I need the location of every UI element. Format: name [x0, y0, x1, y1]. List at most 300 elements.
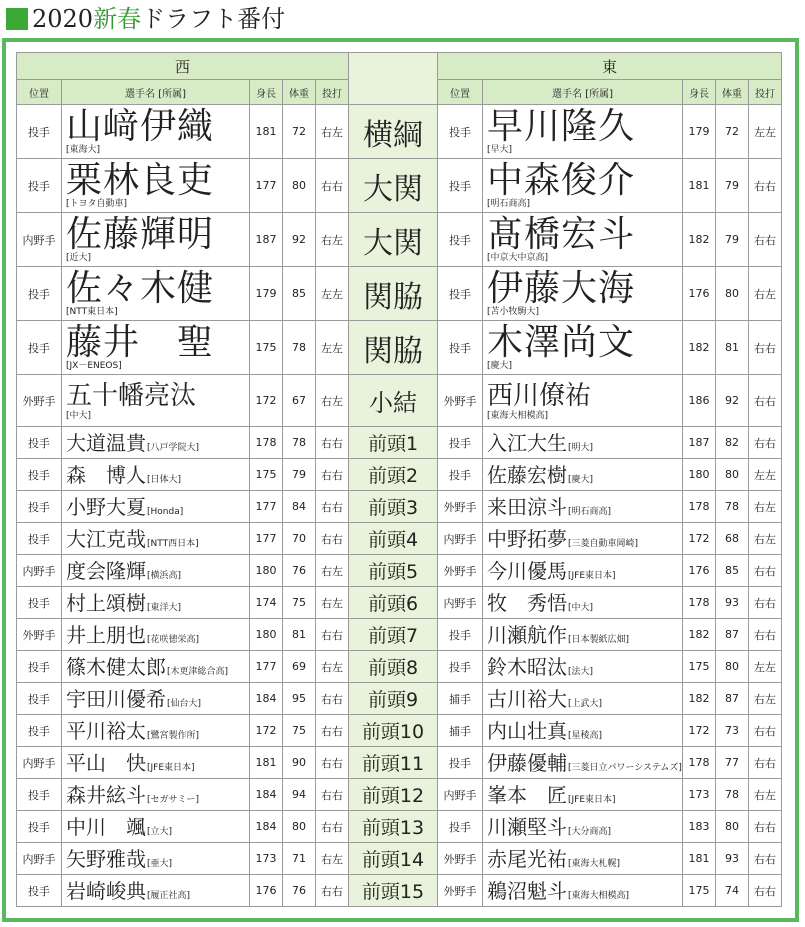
- west-height-cell: 173: [250, 843, 283, 875]
- east-player-cell: [483, 651, 683, 683]
- east-player-name: 入江大生: [487, 430, 567, 455]
- west-side-header: 西: [17, 53, 349, 80]
- east-player-affiliation: [大分商高]: [568, 826, 612, 837]
- west-player-cell: [62, 213, 250, 267]
- banzuke-row: [17, 159, 782, 213]
- west-weight-cell: 90: [283, 747, 316, 779]
- west-player-affiliation: [JX－ENEOS]: [66, 360, 122, 371]
- banzuke-row: [17, 267, 782, 321]
- banzuke-row: [17, 587, 782, 619]
- west-player-cell: [62, 105, 250, 159]
- east-height-cell: 178: [682, 747, 715, 779]
- east-player-name: 鈴木昭汰: [487, 654, 567, 679]
- west-player-name: 森井絃斗: [66, 782, 146, 807]
- east-bats-throws-cell: 右左: [748, 491, 781, 523]
- east-position-cell: 投手: [438, 159, 483, 213]
- west-position-cell: 内野手: [17, 555, 62, 587]
- rank-cell: 前頭2: [349, 459, 438, 491]
- west-height-cell: 181: [250, 747, 283, 779]
- west-height-cell: 174: [250, 587, 283, 619]
- west-height-cell: 187: [250, 213, 283, 267]
- east-player-affiliation: [上武大]: [568, 698, 603, 709]
- west-player-cell: [62, 683, 250, 715]
- west-player-affiliation: [NTT東日本]: [66, 306, 118, 317]
- west-player-affiliation: [JFE東日本]: [147, 762, 195, 773]
- banzuke-row: [17, 555, 782, 587]
- west-position-cell: 投手: [17, 459, 62, 491]
- east-player-name: 峯本 匠: [487, 782, 567, 807]
- east-player-affiliation: [明大]: [568, 442, 594, 453]
- west-player-name: 大道温貴: [66, 430, 146, 455]
- west-weight-cell: 79: [283, 459, 316, 491]
- east-height-cell: 172: [682, 715, 715, 747]
- west-weight-cell: 81: [283, 619, 316, 651]
- west-player-name: 宇田川優希: [66, 686, 166, 711]
- banzuke-row: [17, 875, 782, 907]
- east-player-cell: [483, 267, 683, 321]
- east-player-name: 今川優馬: [487, 558, 567, 583]
- west-height-cell: 178: [250, 427, 283, 459]
- west-position-cell: 内野手: [17, 843, 62, 875]
- east-weight-cell: 72: [715, 105, 748, 159]
- east-position-cell: 捕手: [438, 683, 483, 715]
- west-height-cell: 184: [250, 683, 283, 715]
- east-height-cell: 187: [682, 427, 715, 459]
- west-player-name: 森 博人: [66, 462, 146, 487]
- rank-cell: 前頭9: [349, 683, 438, 715]
- east-height-cell: 180: [682, 459, 715, 491]
- west-weight-cell: 78: [283, 321, 316, 375]
- west-height-cell: 180: [250, 619, 283, 651]
- west-weight-cell: 78: [283, 427, 316, 459]
- east-weight-cell: 87: [715, 619, 748, 651]
- west-player-affiliation: [Honda]: [147, 506, 184, 517]
- banzuke-row: [17, 321, 782, 375]
- east-player-name: 早川隆久: [487, 105, 636, 147]
- west-height-cell: 175: [250, 459, 283, 491]
- west-position-cell: 投手: [17, 811, 62, 843]
- west-player-name: 篠木健太郎: [66, 654, 166, 679]
- title-rest: ドラフト番付: [141, 5, 286, 33]
- west-bats-throws-cell: 右右: [316, 811, 349, 843]
- east-height-cell: 182: [682, 683, 715, 715]
- west-weight-cell: 67: [283, 375, 316, 427]
- west-bats-throws-cell: 右右: [316, 491, 349, 523]
- east-player-affiliation: [中大]: [568, 602, 594, 613]
- west-player-name: 五十幡亮汰: [66, 380, 197, 411]
- east-player-cell: [483, 683, 683, 715]
- west-player-name: 小野大夏: [66, 494, 146, 519]
- east-side-header: 東: [438, 53, 782, 80]
- west-height-cell: 172: [250, 375, 283, 427]
- east-weight-cell: 78: [715, 779, 748, 811]
- west-weight-cell: 85: [283, 267, 316, 321]
- west-weight-cell: 95: [283, 683, 316, 715]
- east-weight-cell: 79: [715, 213, 748, 267]
- east-player-name: 鵜沼魁斗: [487, 878, 567, 903]
- west-bats-throws-cell: 右右: [316, 875, 349, 907]
- west-player-cell: [62, 651, 250, 683]
- west-position-cell: 投手: [17, 651, 62, 683]
- east-player-affiliation: [慶大]: [568, 474, 594, 485]
- east-player-cell: [483, 321, 683, 375]
- east-player-cell: [483, 811, 683, 843]
- west-bats-throws-cell: 右左: [316, 651, 349, 683]
- east-weight-cell: 93: [715, 843, 748, 875]
- east-col-name: 選手名 [所属]: [483, 80, 683, 105]
- east-player-cell: [483, 159, 683, 213]
- east-player-affiliation: [東海大相模高]: [487, 410, 549, 421]
- east-player-cell: [483, 779, 683, 811]
- east-weight-cell: 85: [715, 555, 748, 587]
- west-bats-throws-cell: 右左: [316, 375, 349, 427]
- east-bats-throws-cell: 左左: [748, 459, 781, 491]
- east-player-cell: [483, 587, 683, 619]
- east-weight-cell: 93: [715, 587, 748, 619]
- west-player-cell: [62, 321, 250, 375]
- west-col-bats-throws: 投打: [316, 80, 349, 105]
- west-player-cell: [62, 875, 250, 907]
- east-height-cell: 179: [682, 105, 715, 159]
- east-player-name: 伊藤大海: [487, 267, 636, 309]
- east-bats-throws-cell: 左左: [748, 651, 781, 683]
- east-height-cell: 183: [682, 811, 715, 843]
- rank-cell: 前頭14: [349, 843, 438, 875]
- west-player-name: 山﨑伊織: [66, 105, 215, 147]
- east-height-cell: 178: [682, 587, 715, 619]
- title-marker-square: [6, 8, 28, 30]
- rank-cell: 関脇: [349, 267, 438, 321]
- banzuke-row: [17, 491, 782, 523]
- west-bats-throws-cell: 左左: [316, 267, 349, 321]
- east-col-position: 位置: [438, 80, 483, 105]
- east-height-cell: 182: [682, 619, 715, 651]
- east-player-name: 中森俊介: [487, 159, 636, 201]
- east-weight-cell: 78: [715, 491, 748, 523]
- east-height-cell: 173: [682, 779, 715, 811]
- east-player-name: 内山壮真: [487, 718, 567, 743]
- east-player-cell: [483, 213, 683, 267]
- east-player-name: 伊藤優輔: [487, 750, 567, 775]
- title-year: 2020: [32, 5, 94, 33]
- west-player-cell: [62, 267, 250, 321]
- west-player-cell: [62, 587, 250, 619]
- west-weight-cell: 76: [283, 555, 316, 587]
- west-height-cell: 177: [250, 651, 283, 683]
- east-position-cell: 内野手: [438, 779, 483, 811]
- east-player-name: 川瀬堅斗: [487, 814, 567, 839]
- west-player-cell: [62, 491, 250, 523]
- east-player-cell: [483, 491, 683, 523]
- west-height-cell: 184: [250, 811, 283, 843]
- west-position-cell: 外野手: [17, 375, 62, 427]
- west-position-cell: 投手: [17, 267, 62, 321]
- east-player-name: 赤尾光祐: [487, 846, 567, 871]
- west-player-cell: [62, 375, 250, 427]
- west-col-weight: 体重: [283, 80, 316, 105]
- east-player-affiliation: [法大]: [568, 666, 594, 677]
- west-player-cell: [62, 843, 250, 875]
- rank-cell: 前頭1: [349, 427, 438, 459]
- west-bats-throws-cell: 右右: [316, 779, 349, 811]
- east-player-cell: [483, 747, 683, 779]
- west-player-name: 井上朋也: [66, 622, 146, 647]
- east-bats-throws-cell: 右右: [748, 811, 781, 843]
- banzuke-row: [17, 375, 782, 427]
- east-col-weight: 体重: [715, 80, 748, 105]
- east-player-affiliation: [三菱自動車岡崎]: [568, 538, 639, 549]
- rank-cell: 前頭7: [349, 619, 438, 651]
- west-player-name: 佐々木健: [66, 267, 215, 309]
- east-height-cell: 181: [682, 843, 715, 875]
- east-position-cell: 外野手: [438, 491, 483, 523]
- banzuke-row: [17, 105, 782, 159]
- east-position-cell: 投手: [438, 105, 483, 159]
- west-player-affiliation: [木更津総合高]: [167, 666, 229, 677]
- west-height-cell: 175: [250, 321, 283, 375]
- east-bats-throws-cell: 右右: [748, 213, 781, 267]
- west-bats-throws-cell: 右右: [316, 683, 349, 715]
- east-player-name: 古川裕大: [487, 686, 567, 711]
- west-player-name: 村上頌樹: [66, 590, 146, 615]
- west-position-cell: 投手: [17, 491, 62, 523]
- east-position-cell: 投手: [438, 213, 483, 267]
- east-position-cell: 投手: [438, 321, 483, 375]
- east-weight-cell: 80: [715, 651, 748, 683]
- east-bats-throws-cell: 左左: [748, 105, 781, 159]
- rank-cell: 前頭11: [349, 747, 438, 779]
- east-bats-throws-cell: 右右: [748, 875, 781, 907]
- east-bats-throws-cell: 右右: [748, 587, 781, 619]
- west-height-cell: 181: [250, 105, 283, 159]
- east-player-cell: [483, 843, 683, 875]
- east-player-cell: [483, 375, 683, 427]
- east-player-affiliation: [苫小牧駒大]: [487, 306, 540, 317]
- east-height-cell: 178: [682, 491, 715, 523]
- west-weight-cell: 92: [283, 213, 316, 267]
- east-height-cell: 175: [682, 651, 715, 683]
- east-player-affiliation: [星稜高]: [568, 730, 603, 741]
- west-player-cell: [62, 459, 250, 491]
- west-player-name: 中川 颯: [66, 814, 146, 839]
- east-player-cell: [483, 875, 683, 907]
- west-position-cell: 投手: [17, 715, 62, 747]
- east-player-affiliation: [東海大札幌]: [568, 858, 621, 869]
- west-height-cell: 176: [250, 875, 283, 907]
- west-position-cell: 内野手: [17, 747, 62, 779]
- east-weight-cell: 74: [715, 875, 748, 907]
- banzuke-row: [17, 459, 782, 491]
- west-col-height: 身長: [250, 80, 283, 105]
- rank-cell: 関脇: [349, 321, 438, 375]
- east-position-cell: 外野手: [438, 555, 483, 587]
- page-title: [32, 4, 285, 34]
- west-bats-throws-cell: 右右: [316, 747, 349, 779]
- east-player-name: 来田涼斗: [487, 494, 567, 519]
- west-player-affiliation: [横浜高]: [147, 570, 182, 581]
- west-player-cell: [62, 555, 250, 587]
- west-bats-throws-cell: 右左: [316, 213, 349, 267]
- east-player-affiliation: [三菱日立パワーシステムズ]: [568, 762, 682, 773]
- east-position-cell: 外野手: [438, 375, 483, 427]
- east-position-cell: 内野手: [438, 523, 483, 555]
- east-position-cell: 投手: [438, 619, 483, 651]
- banzuke-table: [16, 52, 782, 907]
- east-player-name: 西川僚祐: [487, 380, 592, 411]
- east-weight-cell: 80: [715, 459, 748, 491]
- west-weight-cell: 76: [283, 875, 316, 907]
- banzuke-row: [17, 683, 782, 715]
- west-player-cell: [62, 159, 250, 213]
- west-player-name: 栗林良吏: [66, 159, 215, 201]
- east-bats-throws-cell: 右左: [748, 779, 781, 811]
- title-accent: 新春: [93, 5, 142, 33]
- rank-cell: 小結: [349, 375, 438, 427]
- east-weight-cell: 79: [715, 159, 748, 213]
- east-height-cell: 181: [682, 159, 715, 213]
- east-position-cell: 外野手: [438, 875, 483, 907]
- west-player-affiliation: [八戸学院大]: [147, 442, 200, 453]
- rank-cell: 前頭13: [349, 811, 438, 843]
- west-player-cell: [62, 619, 250, 651]
- east-bats-throws-cell: 右右: [748, 321, 781, 375]
- east-player-name: 中野拓夢: [487, 526, 567, 551]
- west-bats-throws-cell: 右右: [316, 619, 349, 651]
- east-height-cell: 182: [682, 213, 715, 267]
- banzuke-row: [17, 811, 782, 843]
- east-player-affiliation: [JFE東日本]: [568, 794, 616, 805]
- west-position-cell: 外野手: [17, 619, 62, 651]
- east-bats-throws-cell: 右左: [748, 683, 781, 715]
- rank-cell: 前頭5: [349, 555, 438, 587]
- east-weight-cell: 73: [715, 715, 748, 747]
- rank-cell: 前頭12: [349, 779, 438, 811]
- east-position-cell: 投手: [438, 267, 483, 321]
- east-bats-throws-cell: 右右: [748, 427, 781, 459]
- west-position-cell: 投手: [17, 875, 62, 907]
- east-weight-cell: 87: [715, 683, 748, 715]
- east-player-name: 木澤尚文: [487, 321, 636, 363]
- east-height-cell: 186: [682, 375, 715, 427]
- rank-cell: 大関: [349, 213, 438, 267]
- west-player-affiliation: [履正社高]: [147, 890, 191, 901]
- east-player-name: 川瀬航作: [487, 622, 567, 647]
- east-bats-throws-cell: 右左: [748, 267, 781, 321]
- west-bats-throws-cell: 右左: [316, 587, 349, 619]
- west-weight-cell: 72: [283, 105, 316, 159]
- rank-cell: 横綱: [349, 105, 438, 159]
- east-position-cell: 投手: [438, 747, 483, 779]
- east-weight-cell: 77: [715, 747, 748, 779]
- east-weight-cell: 82: [715, 427, 748, 459]
- page-header: [6, 4, 285, 34]
- west-height-cell: 177: [250, 523, 283, 555]
- west-player-affiliation: [立大]: [147, 826, 173, 837]
- west-player-cell: [62, 811, 250, 843]
- rank-cell: 前頭8: [349, 651, 438, 683]
- banzuke-row: [17, 523, 782, 555]
- west-player-affiliation: [日体大]: [147, 474, 182, 485]
- west-player-cell: [62, 715, 250, 747]
- west-player-affiliation: [亜大]: [147, 858, 173, 869]
- west-player-name: 度会隆輝: [66, 558, 146, 583]
- west-player-affiliation: [トヨタ自動車]: [66, 198, 128, 209]
- west-weight-cell: 80: [283, 159, 316, 213]
- west-player-name: 岩崎峻典: [66, 878, 146, 903]
- rank-cell: 前頭15: [349, 875, 438, 907]
- banzuke-board: [2, 38, 799, 922]
- east-height-cell: 175: [682, 875, 715, 907]
- banzuke-row: [17, 427, 782, 459]
- west-weight-cell: 75: [283, 587, 316, 619]
- east-player-affiliation: [JFE東日本]: [568, 570, 616, 581]
- rank-cell: 前頭10: [349, 715, 438, 747]
- west-player-name: 平山 快: [66, 750, 146, 775]
- east-bats-throws-cell: 右右: [748, 843, 781, 875]
- west-bats-throws-cell: 左左: [316, 321, 349, 375]
- west-position-cell: 投手: [17, 683, 62, 715]
- east-position-cell: 投手: [438, 427, 483, 459]
- banzuke-row: [17, 747, 782, 779]
- east-player-affiliation: [東海大相模高]: [568, 890, 630, 901]
- west-weight-cell: 80: [283, 811, 316, 843]
- banzuke-row: [17, 779, 782, 811]
- west-col-name: 選手名 [所属]: [62, 80, 250, 105]
- east-height-cell: 182: [682, 321, 715, 375]
- east-weight-cell: 68: [715, 523, 748, 555]
- east-player-affiliation: [日本製紙広畑]: [568, 634, 630, 645]
- east-bats-throws-cell: 右右: [748, 715, 781, 747]
- rank-cell: 前頭4: [349, 523, 438, 555]
- west-position-cell: 投手: [17, 321, 62, 375]
- west-player-affiliation: [花咲徳栄高]: [147, 634, 200, 645]
- west-player-affiliation: [セガサミー]: [147, 794, 200, 805]
- east-position-cell: 捕手: [438, 715, 483, 747]
- east-player-cell: [483, 555, 683, 587]
- rank-cell: 前頭6: [349, 587, 438, 619]
- banzuke-row: [17, 619, 782, 651]
- west-position-cell: 投手: [17, 523, 62, 555]
- west-weight-cell: 70: [283, 523, 316, 555]
- east-weight-cell: 80: [715, 267, 748, 321]
- banzuke-row: [17, 213, 782, 267]
- banzuke-row: [17, 715, 782, 747]
- east-player-affiliation: [慶大]: [487, 360, 513, 371]
- west-height-cell: 172: [250, 715, 283, 747]
- east-bats-throws-cell: 右左: [748, 523, 781, 555]
- west-bats-throws-cell: 右左: [316, 843, 349, 875]
- west-position-cell: 投手: [17, 159, 62, 213]
- rank-cell: 大関: [349, 159, 438, 213]
- west-height-cell: 180: [250, 555, 283, 587]
- west-height-cell: 177: [250, 159, 283, 213]
- east-player-affiliation: [明石商高]: [487, 198, 531, 209]
- west-player-affiliation: [近大]: [66, 252, 92, 263]
- west-height-cell: 177: [250, 491, 283, 523]
- west-bats-throws-cell: 右右: [316, 427, 349, 459]
- west-player-affiliation: [NTT西日本]: [147, 538, 199, 549]
- east-bats-throws-cell: 右右: [748, 747, 781, 779]
- east-position-cell: 外野手: [438, 843, 483, 875]
- rank-cell: 前頭3: [349, 491, 438, 523]
- west-height-cell: 184: [250, 779, 283, 811]
- east-player-cell: [483, 427, 683, 459]
- east-bats-throws-cell: 右右: [748, 159, 781, 213]
- banzuke-row: [17, 843, 782, 875]
- west-player-cell: [62, 779, 250, 811]
- east-bats-throws-cell: 右右: [748, 555, 781, 587]
- west-player-affiliation: [中大]: [66, 410, 92, 421]
